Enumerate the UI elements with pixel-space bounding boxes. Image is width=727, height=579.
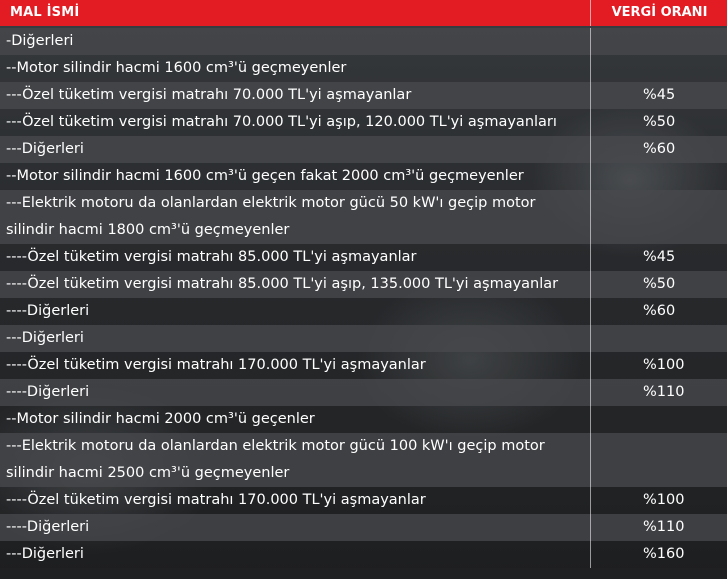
tax-rate-cell <box>590 190 727 217</box>
tax-rate-cell <box>590 28 727 55</box>
tax-rate-cell <box>590 55 727 82</box>
tax-rate-cell: %60 <box>590 136 727 163</box>
table-header <box>0 0 727 26</box>
table-row <box>0 487 727 514</box>
goods-name-cell: ---Diğerleri <box>6 546 84 562</box>
goods-name-cell: silindir hacmi 1800 cm³'ü geçmeyenler <box>6 222 290 238</box>
table-row <box>0 325 727 352</box>
table-row <box>0 514 727 541</box>
goods-name-cell: --Motor silindir hacmi 1600 cm³'ü geçmeyenler <box>6 60 347 76</box>
table-row <box>0 271 727 298</box>
goods-name-cell: ----Diğerleri <box>6 303 90 319</box>
table-row <box>0 433 727 460</box>
tax-rate-cell: %60 <box>590 298 727 325</box>
tax-rate-cell: %160 <box>590 541 727 568</box>
tax-rate-cell: %110 <box>590 379 727 406</box>
goods-name-cell: --Motor silindir hacmi 1600 cm³'ü geçen fakat 2000 cm³'ü geçmeyenler <box>6 168 524 184</box>
table-row <box>0 55 727 82</box>
goods-name-cell: ---Elektrik motoru da olanlardan elektrik motor gücü 50 kW'ı geçip motor <box>6 195 536 211</box>
table-body <box>0 28 727 568</box>
table-row <box>0 82 727 109</box>
tax-rate-cell <box>590 325 727 352</box>
goods-name-cell: ---Elektrik motoru da olanlardan elektrik motor gücü 100 kW'ı geçip motor <box>6 438 545 454</box>
table-row <box>0 217 727 244</box>
goods-name-cell: ---Diğerleri <box>6 141 84 157</box>
tax-rate-cell <box>590 217 727 244</box>
tax-rate-cell <box>590 433 727 460</box>
table-row <box>0 541 727 568</box>
table-row <box>0 298 727 325</box>
header-goods-name: MAL İSMİ <box>10 5 80 20</box>
table-row <box>0 136 727 163</box>
goods-name-cell: ---Özel tüketim vergisi matrahı 70.000 TL'yi aşıp, 120.000 TL'yi aşmayanları <box>6 114 557 130</box>
tax-rate-cell: %45 <box>590 244 727 271</box>
tax-rate-cell: %100 <box>590 487 727 514</box>
goods-name-cell: ----Diğerleri <box>6 384 90 400</box>
goods-name-cell: ----Diğerleri <box>6 519 90 535</box>
table-row <box>0 379 727 406</box>
goods-name-cell: ----Özel tüketim vergisi matrahı 85.000 TL'yi aşmayanlar <box>6 249 417 265</box>
tax-rate-cell <box>590 460 727 487</box>
table-row <box>0 163 727 190</box>
tax-rate-cell: %45 <box>590 82 727 109</box>
goods-name-cell: ----Özel tüketim vergisi matrahı 170.000 TL'yi aşmayanlar <box>6 357 426 373</box>
goods-name-cell: ----Özel tüketim vergisi matrahı 85.000 TL'yi aşıp, 135.000 TL'yi aşmayanlar <box>6 276 559 292</box>
tax-rate-cell <box>590 406 727 433</box>
goods-name-cell: -Diğerleri <box>6 33 74 49</box>
tax-rate-cell <box>590 163 727 190</box>
table-row <box>0 244 727 271</box>
tax-rate-cell: %100 <box>590 352 727 379</box>
table-row <box>0 352 727 379</box>
goods-name-cell: ---Özel tüketim vergisi matrahı 70.000 TL'yi aşmayanlar <box>6 87 412 103</box>
table-row <box>0 460 727 487</box>
goods-name-cell: ----Özel tüketim vergisi matrahı 170.000 TL'yi aşmayanlar <box>6 492 426 508</box>
goods-name-cell: --Motor silindir hacmi 2000 cm³'ü geçenler <box>6 411 315 427</box>
header-tax-rate: VERGİ ORANI <box>590 0 727 26</box>
tax-rate-cell: %50 <box>590 271 727 298</box>
table-row <box>0 190 727 217</box>
tax-rate-cell: %50 <box>590 109 727 136</box>
goods-name-cell: ---Diğerleri <box>6 330 84 346</box>
table-row <box>0 109 727 136</box>
tax-rate-cell: %110 <box>590 514 727 541</box>
table-row <box>0 406 727 433</box>
goods-name-cell: silindir hacmi 2500 cm³'ü geçmeyenler <box>6 465 290 481</box>
table-row <box>0 28 727 55</box>
